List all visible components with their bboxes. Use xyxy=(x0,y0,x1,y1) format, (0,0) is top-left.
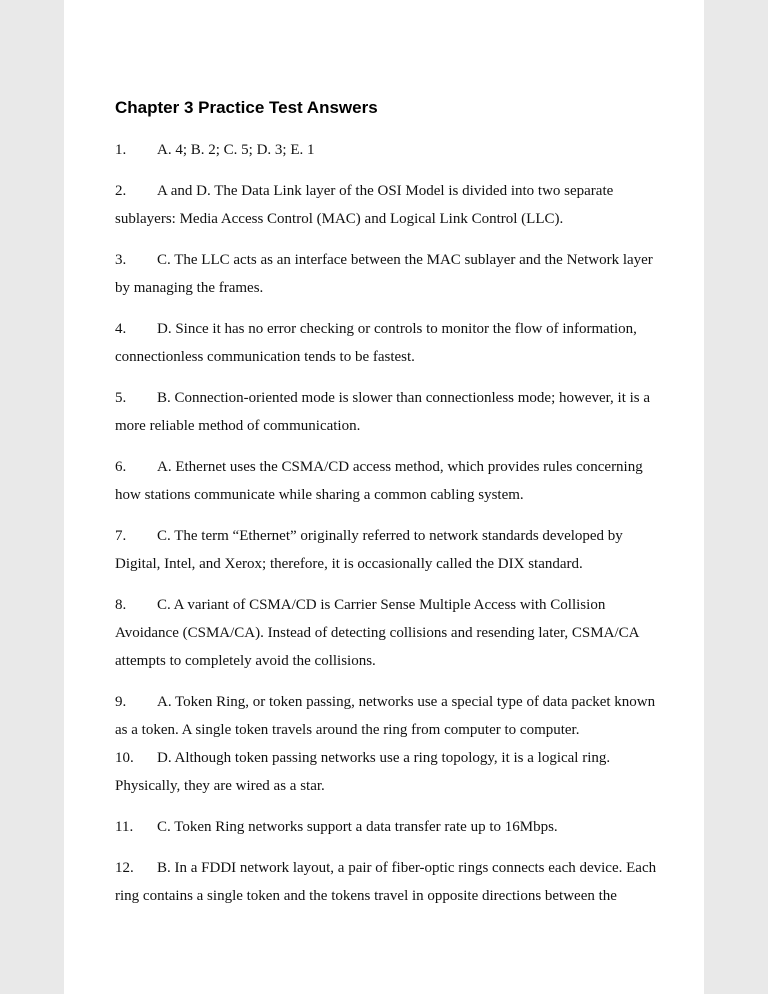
answer-number: 2. xyxy=(115,183,127,199)
answer-item-10 xyxy=(115,744,659,800)
document-page xyxy=(64,0,704,994)
answer-number: 10. xyxy=(115,750,134,766)
answer-text: A and D. The Data Link layer of the OSI Model is divided into two separate sublayers: Media Access Control (MAC) and Logical Link Control (LLC). xyxy=(115,183,614,227)
answer-text: B. In a FDDI network layout, a pair of fiber-optic rings connects each device. Each ring contains a single token and the tokens travel in opposite directions between the xyxy=(115,860,657,904)
answer-text: D. Although token passing networks use a ring topology, it is a logical ring. Physically, they are wired as a star. xyxy=(115,750,611,794)
answer-text: A. Token Ring, or token passing, networks use a special type of data packet known as a token. A single token travels around the ring from computer to computer. xyxy=(115,694,656,738)
answer-item-1 xyxy=(115,136,659,164)
answer-item-6 xyxy=(115,453,659,509)
answer-item-5 xyxy=(115,384,659,440)
answer-text: C. The LLC acts as an interface between the MAC sublayer and the Network layer by managing the frames. xyxy=(115,252,653,296)
answer-text: A. Ethernet uses the CSMA/CD access method, which provides rules concerning how stations communicate while sharing a common cabling system. xyxy=(115,459,643,503)
answer-item-12 xyxy=(115,854,659,910)
answer-text: D. Since it has no error checking or controls to monitor the flow of information, connectionless communication tends to be fastest. xyxy=(115,321,637,365)
page-title: Chapter 3 Practice Test Answers xyxy=(115,98,378,117)
answer-number: 3. xyxy=(115,252,127,268)
answer-number: 8. xyxy=(115,597,127,613)
answer-text: A. 4; B. 2; C. 5; D. 3; E. 1 xyxy=(157,142,315,158)
answer-text: B. Connection-oriented mode is slower than connectionless mode; however, it is a more reliable method of communication. xyxy=(115,390,651,434)
answer-item-9 xyxy=(115,688,659,744)
answer-text: C. A variant of CSMA/CD is Carrier Sense Multiple Access with Collision Avoidance (CSMA/CA). Instead of detecting collisions and resending later, CSMA/CA attempts to completely avoid the collisions. xyxy=(115,597,639,669)
answer-number: 1. xyxy=(115,142,127,158)
answer-item-4 xyxy=(115,315,659,371)
answer-item-2 xyxy=(115,177,659,233)
answer-number: 12. xyxy=(115,860,134,876)
answer-item-7 xyxy=(115,522,659,578)
answer-number: 4. xyxy=(115,321,127,337)
answer-item-8 xyxy=(115,591,659,675)
answer-text: C. Token Ring networks support a data transfer rate up to 16Mbps. xyxy=(157,819,558,835)
answer-number: 6. xyxy=(115,459,127,475)
answer-number: 9. xyxy=(115,694,127,710)
answer-number: 5. xyxy=(115,390,127,406)
answer-number: 7. xyxy=(115,528,127,544)
answer-number: 11. xyxy=(115,819,134,835)
answer-item-3 xyxy=(115,246,659,302)
answer-text: C. The term “Ethernet” originally referred to network standards developed by Digital, Intel, and Xerox; therefore, it is occasionally called the DIX standard. xyxy=(115,528,623,572)
answer-item-11 xyxy=(115,813,659,841)
